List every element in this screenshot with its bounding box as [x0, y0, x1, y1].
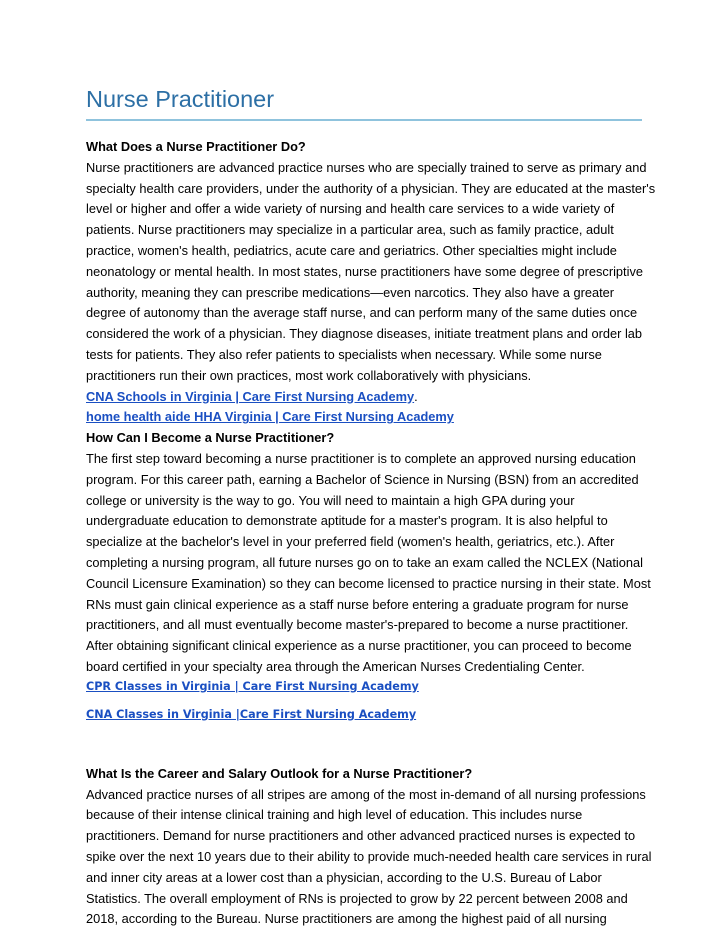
paragraph-line: Advanced practice nurses of all stripes are among of the most in-demand of all nursing professions — [86, 786, 646, 802]
paragraph-line: practitioners. Demand for nurse practitioners and other advanced practiced nurses is expected to — [86, 828, 636, 844]
link-cpr-classes[interactable]: CPR Classes in Virginia | Care First Nursing Academy — [86, 679, 419, 693]
link-line-hha — [86, 407, 646, 428]
paragraph-line: Nurse practitioners are advanced practice nurses who are specially trained to serve as primary and — [86, 159, 647, 175]
paragraph-line: considered the work of a physician. They diagnose diseases, initiate treatment plans and order lab — [86, 326, 643, 342]
paragraph-line: 2018, according to the Bureau. Nurse practitioners are among the highest paid of all nursing — [86, 911, 607, 927]
paragraph-line: neonatology or mental health. In most states, nurse practitioners have some degree of prescriptive — [86, 263, 643, 279]
paragraph-line: specialty health care providers, under the authority of a physician. They are educated at the master's — [86, 180, 656, 196]
paragraph-line: patients. Nurse practitioners may specialize in a particular area, such as family practice, adult — [86, 222, 614, 238]
page-title: Nurse Practitioner — [86, 86, 275, 112]
document-body — [86, 137, 656, 930]
paragraph-line: college or university is the way to go. You will need to maintain a high GPA during your — [86, 492, 575, 508]
paragraph-line: program. For this career path, earning a Bachelor of Science in Nursing (BSN) from an accredited — [86, 471, 639, 487]
section-heading-outlook: What Is the Career and Salary Outlook for a Nurse Practitioner? — [86, 765, 473, 781]
paragraph-line: level or higher and offer a wide variety of nursing and health care services to a wide variety of — [86, 201, 615, 217]
link-line-cna-classes — [86, 706, 646, 724]
link-cna-classes[interactable]: CNA Classes in Virginia |Care First Nursing Academy — [86, 707, 417, 721]
spacer — [86, 696, 646, 706]
link-home-health-aide[interactable]: home health aide HHA Virginia | Care First Nursing Academy — [86, 409, 454, 425]
paragraph-line: RNs must gain clinical experience as a staff nurse before entering a graduate program for nurse — [86, 596, 629, 612]
paragraph-line: practice, women's health, pediatrics, acute care and geriatrics. Other specialties might include — [86, 242, 617, 258]
paragraph-line: and inner city areas at a lower cost than a physician, according to the U.S. Bureau of Labor — [86, 869, 602, 885]
paragraph-line: tests for patients. They also refer patients to specialists when necessary. While some nurse — [86, 346, 602, 362]
section-paragraph-outlook — [86, 785, 652, 931]
paragraph-line: The first step toward becoming a nurse practitioner is to complete an approved nursing education — [86, 450, 636, 466]
paragraph-line: board certified in your specialty area through the American Nurses Credentialing Center. — [86, 658, 585, 674]
paragraph-line: Statistics. The overall employment of RNs is projected to grow by 22 percent between 2008 and — [86, 890, 628, 906]
paragraph-line: specialize at the bachelor's level in your preferred field (women's health, geriatrics, etc.). After — [86, 534, 615, 550]
link-cna-schools[interactable]: CNA Schools in Virginia | Care First Nursing Academy — [86, 388, 415, 404]
paragraph-line: because of their intense clinical training and high level of education. This includes nurse — [86, 807, 583, 823]
paragraph-line: After obtaining significant clinical experience as a nurse practitioner, you can proceed to become — [86, 638, 632, 654]
paragraph-line: degree of autonomy than the average staff nurse, and can perform many of the same duties once — [86, 305, 638, 321]
link-line-cna-schools — [86, 387, 646, 408]
paragraph-line: spike over the next 10 years due to their ability to provide much-needed health care services in rural — [86, 848, 652, 864]
section-paragraph-what-does — [86, 158, 656, 387]
paragraph-line: practitioners, and all must eventually become master's-prepared to become a nurse practitioner. — [86, 617, 629, 633]
paragraph-line: Council Licensure Examination) so they can become licensed to practice nursing in their state. Most — [86, 575, 651, 591]
paragraph-line: undergraduate education to demonstrate aptitude for a master's program. It is also helpful to — [86, 513, 608, 529]
section-heading-how-become: How Can I Become a Nurse Practitioner? — [86, 430, 335, 446]
paragraph-line: practitioners run their own practices, most work collaboratively with physicians. — [86, 367, 532, 383]
link-suffix: . — [414, 388, 418, 404]
title-underline — [86, 119, 642, 121]
section-paragraph-how-become — [86, 449, 651, 678]
link-line-cpr — [86, 678, 646, 696]
paragraph-line: completing a nursing program, all future nurses go on to take an exam called the NCLEX (National — [86, 554, 643, 570]
paragraph-line: authority, meaning they can prescribe medications—even narcotics. They also have a greater — [86, 284, 615, 300]
section-heading-what-does: What Does a Nurse Practitioner Do? — [86, 139, 306, 154]
spacer — [86, 724, 646, 764]
